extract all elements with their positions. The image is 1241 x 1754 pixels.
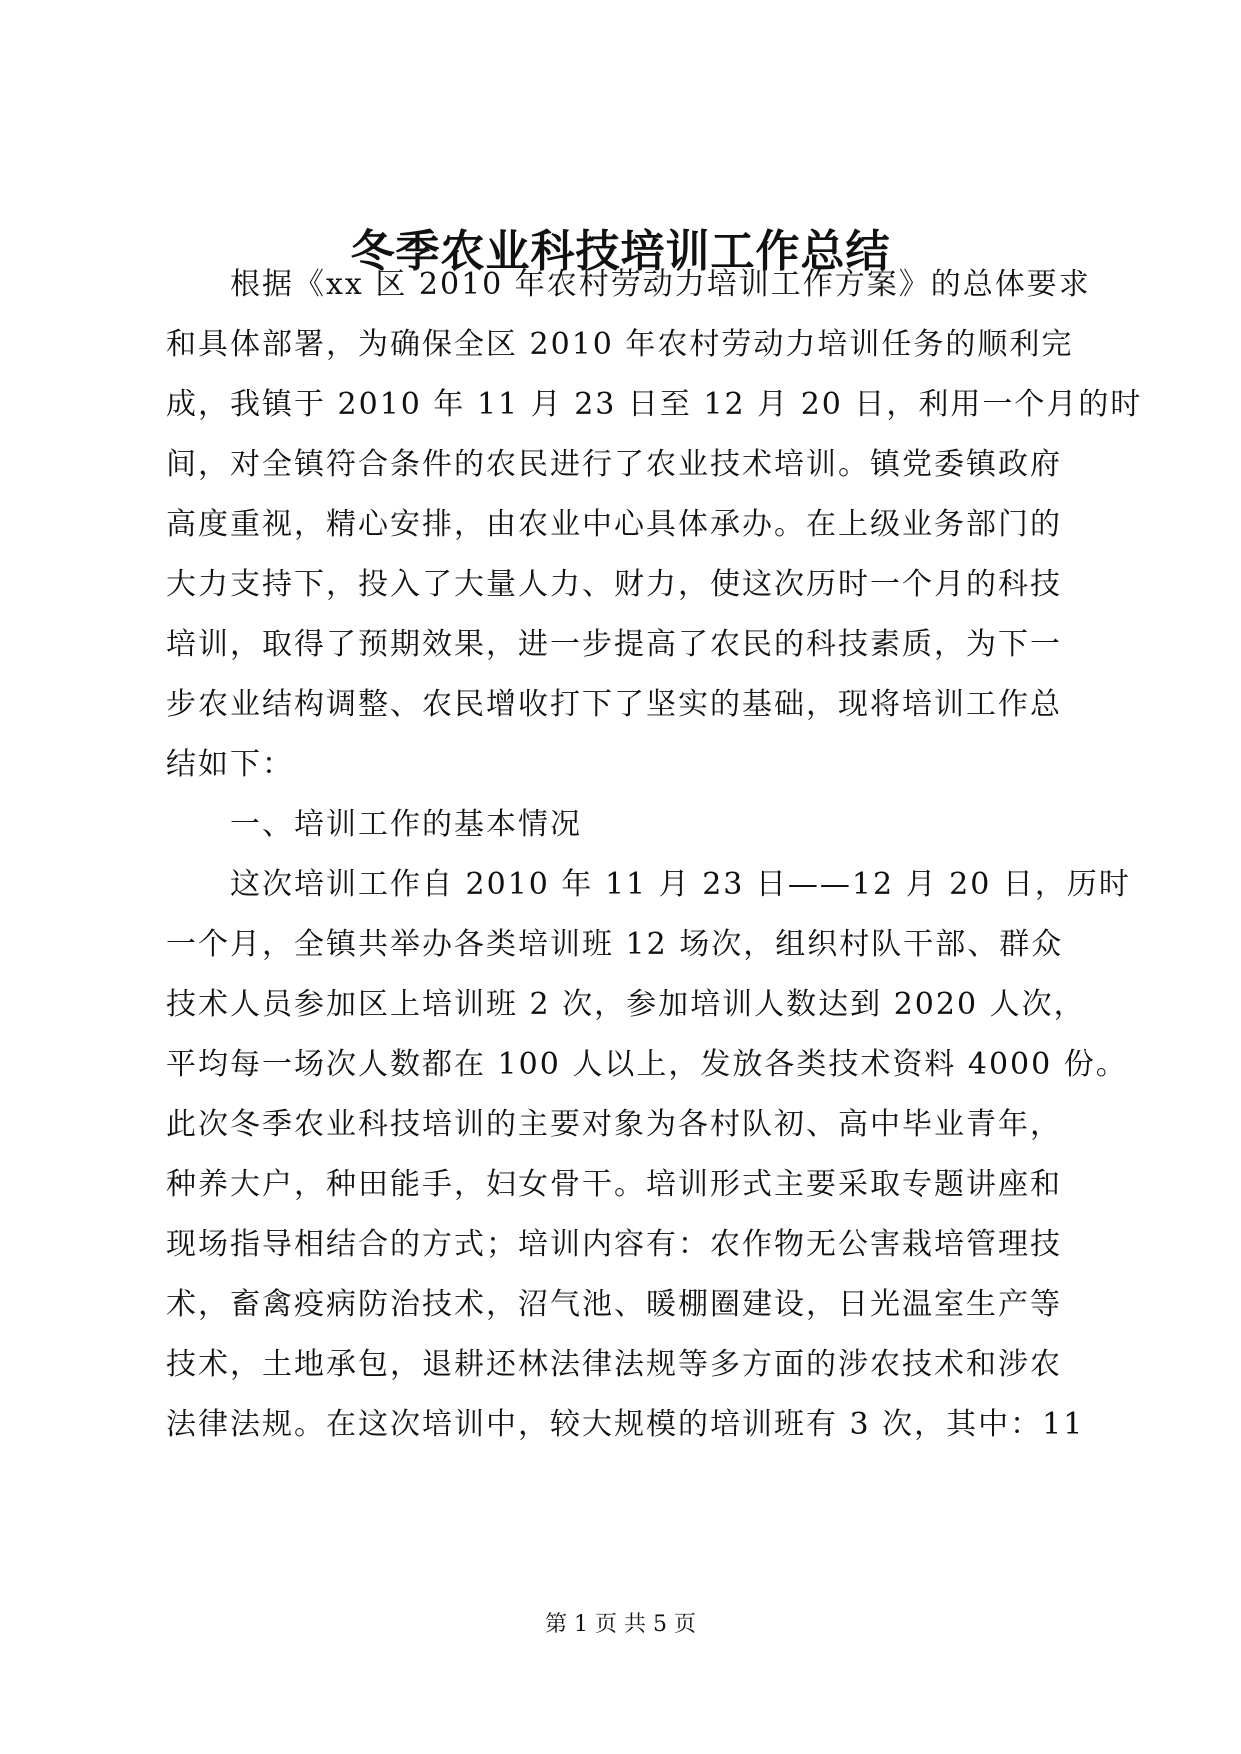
paragraph-line: 术，畜禽疫病防治技术，沼气池、暖棚圈建设，日光温室生产等 xyxy=(166,1287,1062,1322)
document-title: 冬季农业科技培训工作总结 xyxy=(350,226,891,277)
paragraph-line: 大力支持下，投入了大量人力、财力，使这次历时一个月的科技 xyxy=(166,567,1062,602)
paragraph-line: 和具体部署，为确保全区 2010 年农村劳动力培训任务的顺利完 xyxy=(166,327,1074,362)
section-heading: 一、培训工作的基本情况 xyxy=(230,807,582,842)
paragraph-line: 这次培训工作自 2010 年 11 月 23 日——12 月 20 日，历时 xyxy=(230,867,1131,902)
paragraph-line: 高度重视，精心安排，由农业中心具体承办。在上级业务部门的 xyxy=(166,507,1062,542)
paragraph-line: 法律法规。在这次培训中，较大规模的培训班有 3 次，其中：11 xyxy=(166,1407,1085,1442)
paragraph-line: 现场指导相结合的方式；培训内容有：农作物无公害栽培管理技 xyxy=(166,1227,1062,1262)
paragraph-line: 培训，取得了预期效果，进一步提高了农民的科技素质，为下一 xyxy=(166,627,1062,662)
paragraph-line: 种养大户，种田能手，妇女骨干。培训形式主要采取专题讲座和 xyxy=(166,1167,1062,1202)
paragraph-line: 技术人员参加区上培训班 2 次，参加培训人数达到 2020 人次， xyxy=(166,987,1086,1022)
paragraph-line: 一个月，全镇共举办各类培训班 12 场次，组织村队干部、群众 xyxy=(166,927,1064,962)
page-footer: 第 1 页 共 5 页 xyxy=(545,1612,696,1637)
paragraph-line: 成，我镇于 2010 年 11 月 23 日至 12 月 20 日，利用一个月的时 xyxy=(166,387,1143,422)
paragraph-line: 间，对全镇符合条件的农民进行了农业技术培训。镇党委镇政府 xyxy=(166,447,1062,482)
paragraph-line: 平均每一场次人数都在 100 人以上，发放各类技术资料 4000 份。 xyxy=(166,1047,1128,1082)
paragraph-line: 技术，土地承包，退耕还林法律法规等多方面的涉农技术和涉农 xyxy=(166,1347,1062,1382)
paragraph-line: 根据《xx 区 2010 年农村劳动力培训工作方案》的总体要求 xyxy=(230,267,1091,302)
paragraph-line: 步农业结构调整、农民增收打下了坚实的基础，现将培训工作总 xyxy=(166,687,1062,722)
paragraph-line: 此次冬季农业科技培训的主要对象为各村队初、高中毕业青年， xyxy=(166,1107,1062,1142)
paragraph-line: 结如下： xyxy=(166,747,294,782)
